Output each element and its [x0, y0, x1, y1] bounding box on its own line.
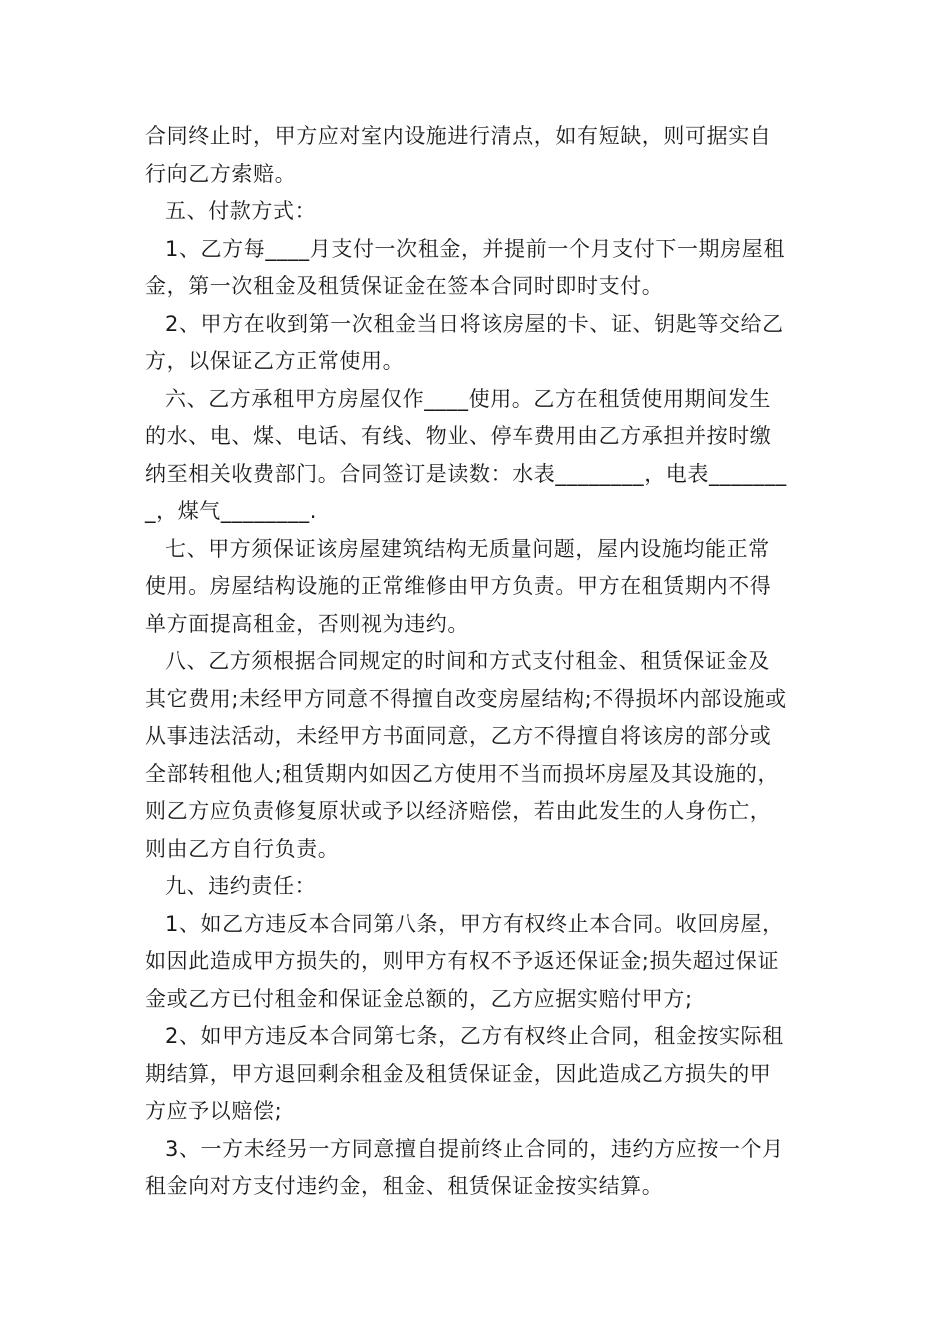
text-line: 2、如甲方违反本合同第七条，乙方有权终止合同，租金按实际租 [165, 1024, 784, 1048]
text-line: _，煤气________. [145, 499, 317, 523]
text-line: 则由乙方自行负责。 [145, 836, 340, 861]
text-line: 如因此造成甲方损失的，则甲方有权不予返还保证金;损失超过保证 [145, 949, 780, 973]
section-heading: 九、违约责任： [165, 874, 317, 898]
section-heading: 七、甲方须保证该房屋建筑结构无质量问题，屋内设施均能正常 [165, 536, 770, 561]
text-line: 从事违法活动，未经甲方书面同意，乙方不得擅自将该房的部分或 [145, 724, 772, 748]
text-line: 纳至相关收费部门。合同签订是读数：水表________，电表_______ [145, 461, 787, 486]
text-line: 1、如乙方违反本合同第八条，甲方有权终止本合同。收回房屋， [165, 911, 784, 936]
text-line: 金或乙方已付租金和保证金总额的，乙方应据实赔付甲方; [145, 986, 693, 1011]
text-line: 3、一方未经另一方同意擅自提前终止合同的，违约方应按一个月 [165, 1136, 784, 1161]
section-heading: 八、乙方须根据合同规定的时间和方式支付租金、租赁保证金及 [165, 649, 770, 673]
text-line: 全部转租他人;租赁期内如因乙方使用不当而损坏房屋及其设施的， [145, 761, 780, 786]
text-line: 单方面提高租金，否则视为违约。 [145, 611, 469, 636]
section-heading: 六、乙方承租甲方房屋仅作____使用。乙方在租赁使用期间发生 [165, 386, 771, 411]
document-page [145, 118, 807, 1206]
text-line: 其它费用;未经甲方同意不得擅自改变房屋结构;不得损坏内部设施或 [145, 686, 787, 711]
text-line: 金，第一次租金及租赁保证金在签本合同时即时支付。 [145, 274, 664, 298]
text-line: 则乙方应负责修复原状或予以经济赔偿，若由此发生的人身伤亡， [145, 799, 772, 823]
text-line: 方，以保证乙方正常使用。 [145, 349, 405, 373]
text-line: 租金向对方支付违约金，租金、租赁保证金按实结算。 [145, 1174, 664, 1198]
text-line: 使用。房屋结构设施的正常维修由甲方负责。甲方在租赁期内不得 [145, 574, 772, 598]
text-line: 合同终止时，甲方应对室内设施进行清点，如有短缺，则可据实自 [145, 124, 772, 148]
text-line: 的水、电、煤、电话、有线、物业、停车费用由乙方承担并按时缴 [145, 424, 772, 448]
section-heading: 五、付款方式： [165, 199, 317, 223]
text-line: 期结算，甲方退回剩余租金及租赁保证金，因此造成乙方损失的甲 [145, 1061, 772, 1086]
text-line: 1、乙方每____月支付一次租金，并提前一个月支付下一期房屋租 [165, 236, 785, 261]
text-line: 方应予以赔偿; [145, 1099, 283, 1123]
text-line: 行向乙方索赔。 [145, 161, 297, 186]
text-line: 2、甲方在收到第一次租金当日将该房屋的卡、证、钥匙等交给乙 [165, 311, 784, 336]
